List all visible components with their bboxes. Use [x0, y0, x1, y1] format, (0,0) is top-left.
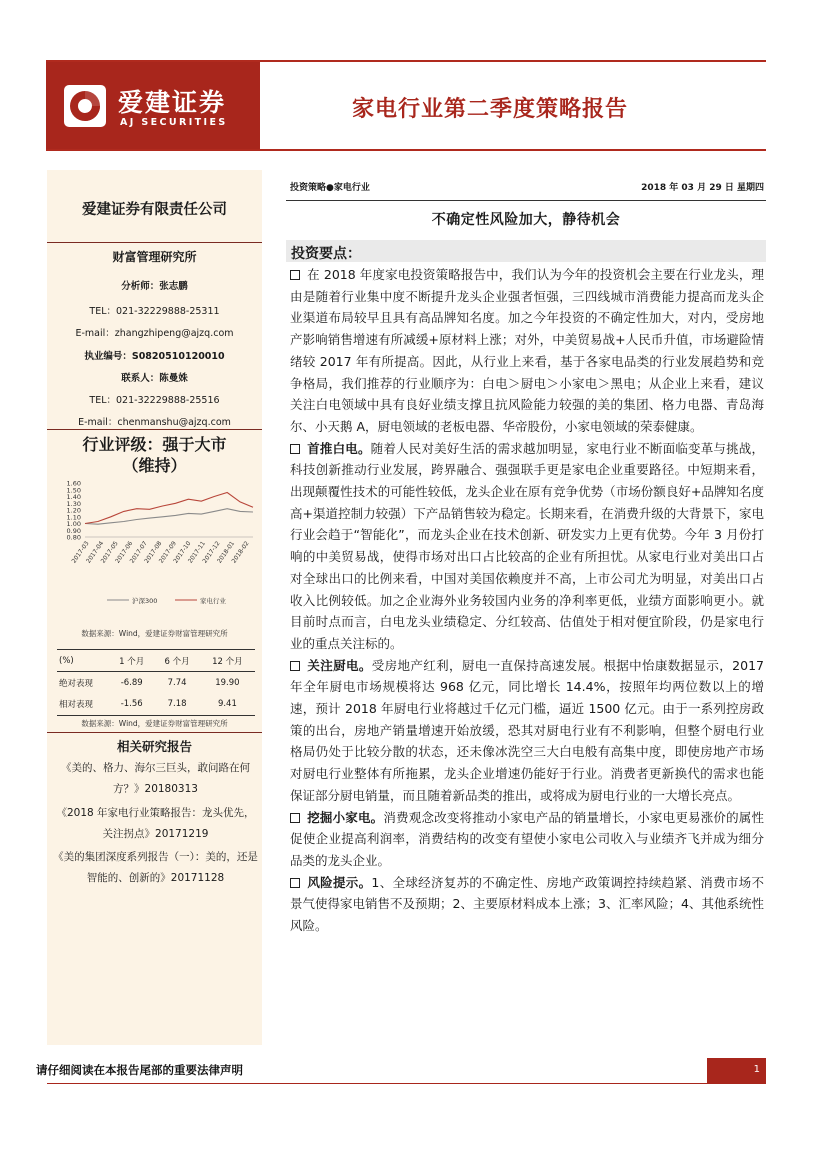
performance-table	[57, 649, 255, 716]
x-tick-label: 2017-07	[128, 540, 149, 565]
y-tick-label: 1.30	[66, 499, 81, 508]
analyst-email: E-mail：zhangzhipeng@ajzq.com	[75, 328, 234, 339]
checkbox-bullet-icon	[290, 661, 300, 671]
checkbox-bullet-icon	[290, 878, 300, 888]
legend-label: 家电行业	[200, 597, 226, 605]
x-tick-label: 2017-11	[186, 540, 208, 565]
report-title: 家电行业第二季度策略报告	[352, 96, 629, 122]
report-date: 2018 年 03 月 29 日 星期四	[641, 183, 764, 193]
paragraph	[290, 264, 764, 438]
section-tag: 投资策略●家电行业	[290, 183, 370, 193]
x-tick-label: 2017-03	[70, 540, 91, 565]
x-tick-label: 2018-01	[215, 540, 237, 565]
report-subtitle: 不确定性风险加大，静待机会	[431, 212, 621, 228]
contact-line	[47, 370, 262, 384]
table-header-cell: 1 个月	[109, 650, 154, 672]
y-tick-label: 1.00	[66, 520, 81, 528]
legal-notice: 请仔细阅读在本报告尾部的重要法律声明	[36, 1063, 243, 1077]
paragraph-text: 消费观念改变将推动小家电产品的销量增长，小家电更易涨价的属性促使企业提高利润率，消费结构的改变有望使小家电公司收入与业绩齐飞并成为细分品类的龙头企业。	[290, 809, 764, 868]
x-tick-label: 2017-09	[157, 540, 178, 565]
x-tick-label: 2017-06	[114, 540, 135, 565]
logo-mark-icon	[64, 85, 106, 127]
y-tick-label: 1.50	[66, 486, 81, 495]
sidebar	[47, 170, 262, 1045]
table-cell: 相对表现	[57, 694, 109, 716]
y-tick-label: 1.60	[66, 479, 81, 488]
related-report-item: 《美的集团深度系列报告（一）：美的，还是智能的、创新的》20171128	[53, 851, 258, 884]
paragraph-heading: 首推白电。	[307, 440, 371, 456]
checkbox-bullet-icon	[290, 813, 300, 823]
industry-rating-status: （维持）	[122, 456, 187, 475]
related-report-item: 《2018 年家电行业策略报告：龙头优先，关注拐点》20171219	[56, 807, 255, 840]
x-tick-label: 2017-10	[172, 540, 193, 565]
legend-label: 沪深300	[132, 597, 158, 605]
checkbox-bullet-icon	[290, 444, 300, 454]
chart-source: 数据来源：Wind，爱建证券财富管理研究所	[81, 629, 228, 638]
logo-english-name: AJ SECURITIES	[120, 117, 228, 128]
x-tick-label: 2017-04	[85, 540, 106, 565]
key-points-title: 投资要点：	[291, 246, 361, 262]
x-tick-label: 2017-08	[143, 540, 164, 565]
paragraph	[290, 655, 764, 807]
paragraph-text: 1、全球经济复苏的不确定性、房地产政策调控持续趋紧、消费市场不景气使得家电销售不及预期；2、主要原材料成本上涨；3、汇率风险；4、其他系统性风险。	[290, 874, 764, 934]
logo-chinese-name: 爱建证券	[118, 88, 227, 117]
analyst-name: 张志鹏	[159, 281, 188, 292]
paragraph-heading: 挖掘小家电。	[307, 809, 384, 825]
table-cell: 9.41	[200, 694, 255, 716]
header-bottom-rule	[46, 149, 766, 151]
related-report-item: 《美的、格力、海尔三巨头，敢问路在何方？》20180313	[61, 762, 250, 795]
contact-email: E-mail：chenmanshu@ajzq.com	[78, 417, 231, 428]
table-header-cell: (%)	[57, 650, 109, 672]
sidebar-rule	[47, 732, 262, 733]
x-tick-label: 2018-02	[230, 540, 251, 565]
cert-label: 执业编号：	[84, 351, 132, 362]
table-row	[57, 694, 255, 716]
y-tick-label: 1.20	[66, 506, 81, 515]
table-cell: 19.90	[215, 677, 240, 688]
x-tick-label: 2017-05	[99, 540, 120, 565]
main-header-rule	[286, 200, 766, 201]
checkbox-bullet-icon	[290, 270, 300, 280]
key-points-body	[290, 264, 764, 937]
analyst-line	[47, 278, 262, 292]
table-row	[57, 672, 255, 694]
table-header-cell: 6 个月	[154, 650, 199, 672]
footer-rule	[47, 1083, 766, 1084]
sidebar-department: 财富管理研究所	[112, 250, 197, 264]
paragraph-text: 在 2018 年度家电投资策略报告中，我们认为今年的投资机会主要在行业龙头，理由是随着行业集中度不断提升龙头企业强者恒强，三四线城市消费能力提高而龙头企业渠道布局较早且具有高品牌知名度。加之今年投资的不确定性加大，对内，受房地产影响销售增速有所减缓+原材料上涨；对外，中美贸易战+人民币升值，市场避险情绪较 2017 年有所提高。因此，从行业上来看，基于各家电品类的行业发展趋势和竞争格局，我们推荐的行业顺序为：白电＞厨电＞小家电＞黑电；从企业上来看，建议关注白电领域中具有良好业绩支撑且抗风险能力较强的美的集团、格力电器、青岛海尔、小天鹅 A，厨电领域的老板电器、华帝股份，小家电领域的荣泰健康。	[290, 267, 764, 434]
y-tick-label: 1.40	[66, 493, 81, 501]
paragraph-heading: 风险提示。	[307, 874, 372, 890]
sidebar-rule	[47, 242, 262, 243]
contact-label: 联系人：	[121, 373, 160, 384]
page-number: 1	[707, 1058, 766, 1084]
series-line-家电行业	[85, 493, 253, 524]
contact-tel: TEL：021-32229888-25516	[89, 395, 220, 406]
contact-name: 陈曼姝	[159, 373, 188, 384]
paragraph-heading: 关注厨电。	[307, 657, 372, 673]
table-cell: -6.89	[120, 677, 143, 688]
performance-chart	[47, 475, 262, 625]
paragraph-text: 随着人民对美好生活的需求越加明显，家电行业不断面临变革与挑战，科技创新推动行业发展，跨界融合、强强联手更是家电企业重要路径。中短期来看，出现颠覆性技术的可能性较低，龙头企业在原有竞争优势（市场份额良好+品牌知名度高+渠道控制力较强）下产品销售较为稳定。长期来看，在消费升级的大背景下，家电行业会趋于“智能化”，而龙头企业在技术创新、研发实力上更有优势。今年 3 月份打响的中美贸易战，使得市场对出口占比较高的企业有所担忧。从家电行业对美出口占对全球出口的比例来看，中国对美国依赖度并不高，上市公司尤为明显，对美出口占收入比例较低。加之企业海外业务较国内业务的净利率更低，业绩方面影响更小。就目前时点而言，白电龙头业绩稳定、分红较高、估值处于相对便宜阶段，仍是家电行业的重点关注标的。	[290, 440, 764, 651]
paragraph	[290, 438, 764, 655]
y-tick-label: 1.10	[66, 513, 81, 522]
table-header-cell: 12 个月	[200, 650, 255, 672]
cert-line	[47, 348, 262, 362]
related-reports-title: 相关研究报告	[116, 739, 192, 754]
sidebar-rule	[47, 429, 262, 430]
analyst-tel: TEL：021-32229888-25311	[89, 306, 220, 317]
y-tick-label: 0.80	[66, 533, 81, 542]
paragraph	[290, 872, 764, 937]
table-cell: 7.74	[167, 677, 187, 688]
sidebar-company-name: 爱建证券有限责任公司	[82, 202, 227, 218]
table-header-row	[57, 650, 255, 672]
table-cell: 7.18	[154, 694, 199, 716]
table-cell: -1.56	[109, 694, 154, 716]
paragraph	[290, 807, 764, 872]
industry-rating: 行业评级：强于大市	[82, 435, 227, 454]
company-logo	[58, 77, 248, 135]
paragraph-text: 受房地产红利，厨电一直保持高速发展。根据中怡康数据显示，2017 年全年厨电市场规模将达 968 亿元，同比增长 14.4%，按照年均两位数以上的增速，预计 2018 年厨电行业将越过千亿元门槛，逼近 1500 亿元。由于一系列控房政策的出台，房地产销量增速开始放缓，恐其对厨电行业有不利影响，但整个厨电行业格局仍处于比较分散的状态，还未像冰洗空三大白电般有高集中度，即使房地产市场对厨电行业整体有所拖累，龙头企业增速仍能好于行业。消费者更新换代的需求也能保证部分厨电销量，而且随着新品类的推出，或将成为厨电行业的一大增长亮点。	[290, 657, 764, 803]
y-tick-label: 0.90	[66, 526, 81, 535]
table-cell: 绝对表现	[59, 678, 94, 689]
table-source: 数据来源：Wind，爱建证券财富管理研究所	[81, 719, 228, 728]
x-tick-label: 2017-12	[201, 540, 222, 565]
cert-number: S0820510120010	[131, 351, 225, 362]
analyst-label: 分析师：	[121, 281, 160, 292]
